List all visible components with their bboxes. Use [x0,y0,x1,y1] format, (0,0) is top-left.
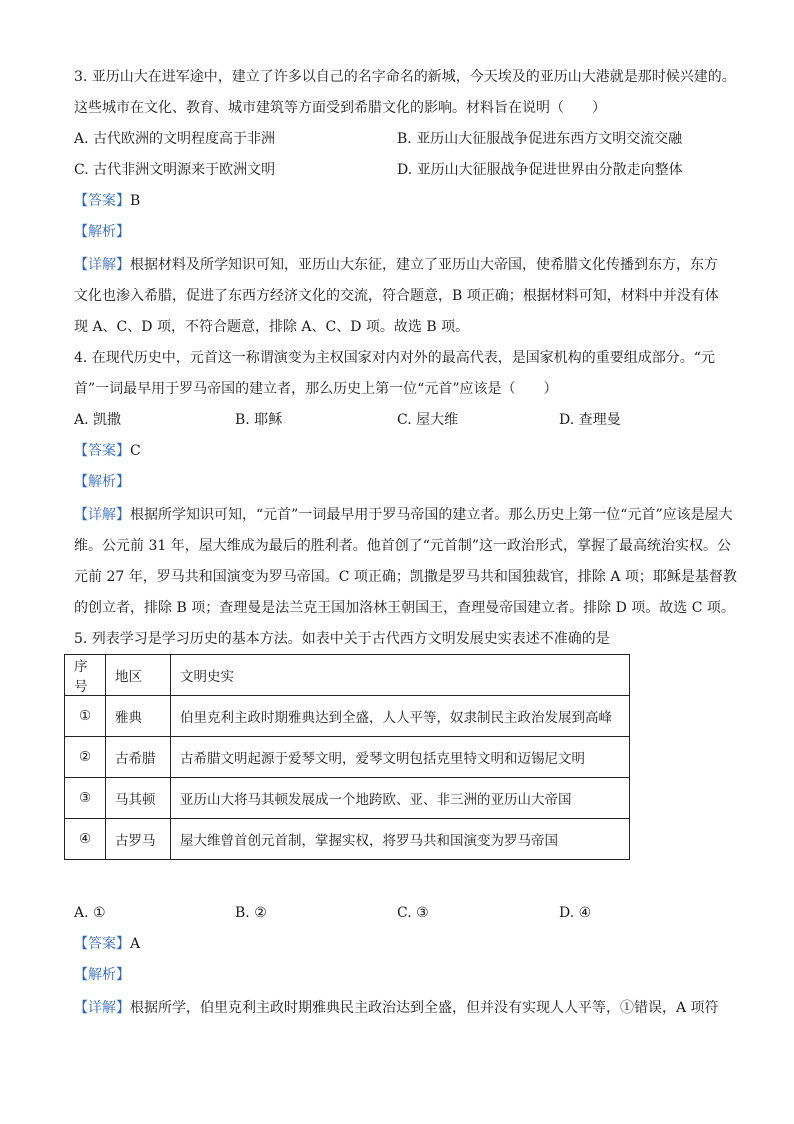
q4-detail-line2: 维。公元前 31 年，屋大维成为最后的胜利者。他首创了“元首制”这一政治形式，掌握了最高统治实权。公 [74,538,732,554]
q4-stem-line1: 4. 在现代历史中，元首这一称谓演变为主权国家对内对外的最高代表，是国家机构的重要组成部分。“元 [74,350,715,366]
table-header-cell: 序号 [65,655,106,696]
q3-option-c: C. 古代非洲文明源来于欧洲文明 [74,162,276,178]
table-header-row [65,655,630,696]
q5-analysis-tag: 【解析】 [74,967,130,983]
detail-tag: 【详解】 [74,257,130,273]
q3-option-d: D. 亚历山大征服战争促进世界由分散走向整体 [397,162,683,178]
q4-option-a: A. 凯撒 [74,412,122,428]
detail-tag: 【详解】 [74,507,130,523]
table-cell: ② [65,737,106,778]
q3-detail-line3: 现 A、C、D 项，不符合题意，排除 A、C、D 项。故选 B 项。 [74,319,470,335]
table-cell: ① [65,696,106,737]
q4-option-b: B. 耶稣 [235,412,283,428]
q4-detail-line3: 元前 27 年，罗马共和国演变为罗马帝国。C 项正确；凯撒是罗马共和国独裁官，排除 A 项；耶稣是基督教 [74,569,737,585]
q3-stem-line1: 3. 亚历山大在进军途中，建立了许多以自己的名字命名的新城，今天埃及的亚历山大港就是那时候兴建的。 [74,69,736,85]
q4-detail-line4: 的创立者，排除 B 项；查理曼是法兰克王国加洛林王朝国王，查理曼帝国建立者。排除 D 项。故选 C 项。 [74,600,735,616]
q5-option-d: D. ④ [559,905,592,921]
answer-tag: 【答案】 [74,443,130,459]
table-header-cell: 地区 [106,655,171,696]
q5-answer [74,934,140,954]
q3-detail-line2: 文化也渗入希腊，促进了东西方经济文化的交流，符合题意，B 项正确；根据材料可知，材料中并没有体 [74,288,719,304]
q4-option-d: D. 查理曼 [559,412,621,428]
table-cell: ③ [65,778,106,819]
q5-option-a: A. ① [74,905,106,921]
table-row [65,819,630,860]
table-cell: 马其顿 [106,778,171,819]
q4-answer [74,441,141,461]
table-cell: 古希腊文明起源于爱琴文明，爱琴文明包括克里特文明和迈锡尼文明 [171,737,630,778]
q4-stem-line2: 首”一词最早用于罗马帝国的建立者，那么历史上第一位“元首”应该是（ ） [74,381,558,397]
table-cell: 古希腊 [106,737,171,778]
detail-text: 根据材料及所学知识可知，亚历山大东征，建立了亚历山大帝国，使希腊文化传播到东方，东方 [130,257,718,273]
civilization-table [64,654,630,860]
q5-stem: 5. 列表学习是学习历史的基本方法。如表中关于古代西方文明发展史实表述不准确的是 [74,631,610,647]
table-cell: 伯里克利主政时期雅典达到全盛，人人平等，奴隶制民主政治发展到高峰 [171,696,630,737]
table-row [65,737,630,778]
detail-text: 根据所学知识可知，“元首”一词最早用于罗马帝国的建立者。那么历史上第一位“元首”应该是屋大 [130,507,733,523]
table-cell: 古罗马 [106,819,171,860]
answer-tag: 【答案】 [74,193,130,209]
table-cell: 亚历山大将马其顿发展成一个地跨欧、亚、非三洲的亚历山大帝国 [171,778,630,819]
table-row [65,696,630,737]
q4-analysis-tag: 【解析】 [74,474,130,490]
q3-analysis-tag: 【解析】 [74,224,130,240]
q3-detail-line1 [74,255,718,275]
q4-detail-line1 [74,505,733,525]
answer-value: C [130,443,141,459]
detail-text: 根据所学，伯里克利主政时期雅典民主政治达到全盛，但并没有实现人人平等，①错误，A 项符 [130,1000,719,1016]
q3-option-b: B. 亚历山大征服战争促进东西方文明交流交融 [397,131,683,147]
q3-option-a: A. 古代欧洲的文明程度高于非洲 [74,131,276,147]
q5-option-c: C. ③ [397,905,429,921]
table-cell: 雅典 [106,696,171,737]
table-cell: 屋大维曾首创元首制，掌握实权，将罗马共和国演变为罗马帝国 [171,819,630,860]
answer-tag: 【答案】 [74,936,130,952]
answer-value: A [130,936,141,952]
answer-value: B [130,193,141,209]
q3-stem-line2: 这些城市在文化、教育、城市建筑等方面受到希腊文化的影响。材料旨在说明（ ） [74,100,606,116]
q4-option-c: C. 屋大维 [397,412,459,428]
q5-option-b: B. ② [235,905,267,921]
table-cell: ④ [65,819,106,860]
table-header-cell: 文明史实 [171,655,630,696]
q3-answer [74,191,140,211]
detail-tag: 【详解】 [74,1000,130,1016]
table-row [65,778,630,819]
q5-detail-line1 [74,998,719,1018]
